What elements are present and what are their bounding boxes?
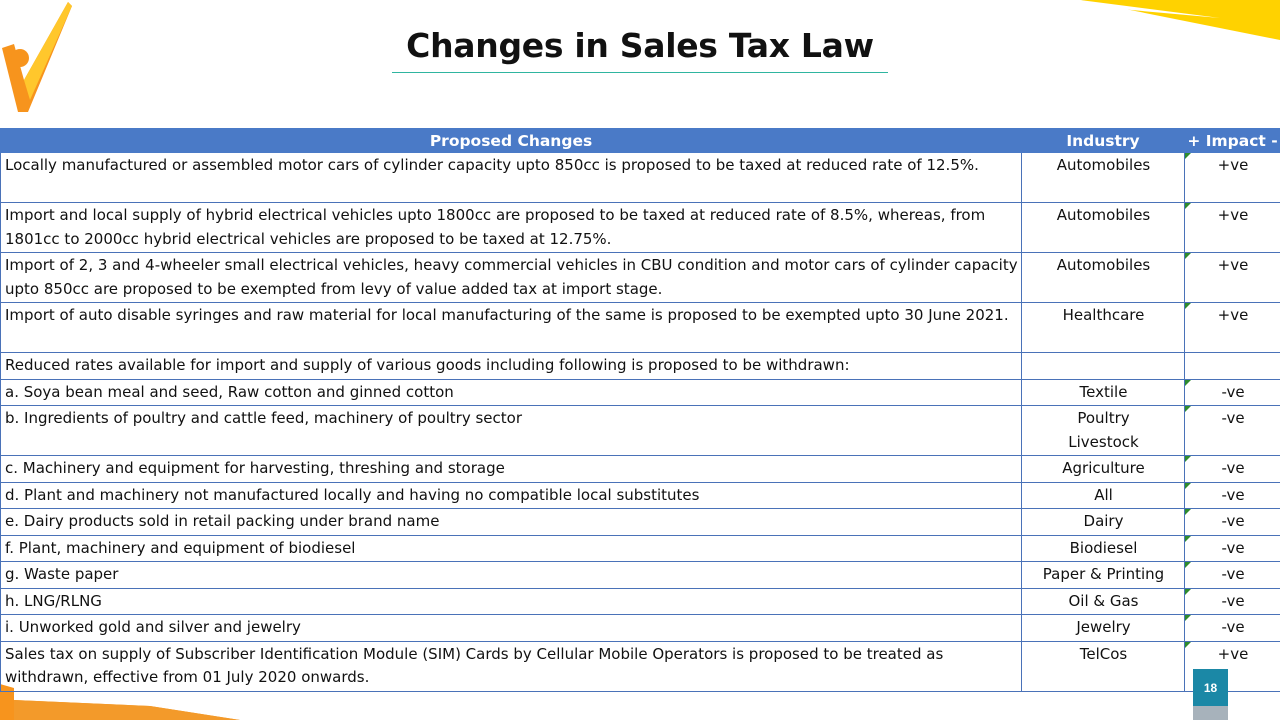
- sales-tax-changes-table: [0, 128, 1280, 692]
- table-row: [1, 456, 1280, 483]
- industry-cell: Biodiesel: [1022, 535, 1185, 562]
- title-underline: [392, 72, 888, 73]
- change-cell: a. Soya bean meal and seed, Raw cotton and ginned cotton: [1, 379, 1022, 406]
- industry-cell: [1022, 406, 1185, 456]
- change-cell: h. LNG/RLNG: [1, 588, 1022, 615]
- table-row: [1, 535, 1280, 562]
- impact-cell: +ve: [1185, 203, 1280, 253]
- page-number-bar: [1193, 706, 1228, 720]
- impact-cell: -ve: [1185, 456, 1280, 483]
- impact-cell: -ve: [1185, 588, 1280, 615]
- table-header-row: [1, 129, 1280, 153]
- table-row: [1, 379, 1280, 406]
- change-cell: Sales tax on supply of Subscriber Identification Module (SIM) Cards by Cellular Mobile Operators is proposed to be treated as withdrawn, effective from 01 July 2020 onwards.: [1, 641, 1022, 691]
- page-title: Changes in Sales Tax Law: [406, 26, 874, 65]
- table-row: [1, 588, 1280, 615]
- table-row: [1, 615, 1280, 642]
- impact-cell: -ve: [1185, 509, 1280, 536]
- industry-cell: Paper & Printing: [1022, 562, 1185, 589]
- change-cell: Import of 2, 3 and 4-wheeler small electrical vehicles, heavy commercial vehicles in CBU condition and motor cars of cylinder capacity upto 850cc are proposed to be exempted from levy of value added tax at import stage.: [1, 253, 1022, 303]
- impact-cell: +ve: [1185, 303, 1280, 353]
- impact-cell: +ve: [1185, 641, 1280, 691]
- table-row: [1, 641, 1280, 691]
- change-cell: Import and local supply of hybrid electrical vehicles upto 1800cc are proposed to be taxed at reduced rate of 8.5%, whereas, from 1801cc to 2000cc hybrid electrical vehicles are proposed to be taxed at 12.75%.: [1, 203, 1022, 253]
- table-row: [1, 303, 1280, 353]
- table-row: [1, 253, 1280, 303]
- impact-cell: [1185, 353, 1280, 380]
- change-cell: Reduced rates available for import and supply of various goods including following is proposed to be withdrawn:: [1, 353, 1022, 380]
- industry-cell: Automobiles: [1022, 253, 1185, 303]
- industry-cell: [1022, 353, 1185, 380]
- header-proposed-changes: Proposed Changes: [1, 129, 1022, 153]
- change-cell: e. Dairy products sold in retail packing under brand name: [1, 509, 1022, 536]
- impact-cell: -ve: [1185, 615, 1280, 642]
- industry-cell: Textile: [1022, 379, 1185, 406]
- table-row: [1, 153, 1280, 203]
- change-cell: c. Machinery and equipment for harvesting, threshing and storage: [1, 456, 1022, 483]
- header-industry: Industry: [1022, 129, 1185, 153]
- impact-cell: -ve: [1185, 482, 1280, 509]
- impact-cell: -ve: [1185, 562, 1280, 589]
- page-number: 18: [1193, 669, 1228, 706]
- industry-cell: Automobiles: [1022, 203, 1185, 253]
- impact-cell: -ve: [1185, 379, 1280, 406]
- table-row: [1, 562, 1280, 589]
- impact-cell: -ve: [1185, 535, 1280, 562]
- change-cell: f. Plant, machinery and equipment of biodiesel: [1, 535, 1022, 562]
- industry-line: Livestock: [1068, 432, 1139, 451]
- header-impact: + Impact -: [1185, 129, 1280, 153]
- industry-cell: Automobiles: [1022, 153, 1185, 203]
- industry-cell: Healthcare: [1022, 303, 1185, 353]
- industry-cell: All: [1022, 482, 1185, 509]
- impact-cell: +ve: [1185, 153, 1280, 203]
- table-row: [1, 353, 1280, 380]
- table-row: [1, 406, 1280, 456]
- industry-cell: Dairy: [1022, 509, 1185, 536]
- change-cell: b. Ingredients of poultry and cattle feed, machinery of poultry sector: [1, 406, 1022, 456]
- change-cell: i. Unworked gold and silver and jewelry: [1, 615, 1022, 642]
- change-cell: Import of auto disable syringes and raw material for local manufacturing of the same is proposed to be exempted upto 30 June 2021.: [1, 303, 1022, 353]
- change-cell: Locally manufactured or assembled motor cars of cylinder capacity upto 850cc is proposed to be taxed at reduced rate of 12.5%.: [1, 153, 1022, 203]
- impact-cell: +ve: [1185, 253, 1280, 303]
- change-cell: g. Waste paper: [1, 562, 1022, 589]
- change-cell: d. Plant and machinery not manufactured locally and having no compatible local substitutes: [1, 482, 1022, 509]
- industry-cell: Agriculture: [1022, 456, 1185, 483]
- impact-cell: -ve: [1185, 406, 1280, 456]
- industry-line: Poultry: [1077, 409, 1130, 427]
- table-row: [1, 509, 1280, 536]
- industry-cell: Oil & Gas: [1022, 588, 1185, 615]
- industry-cell: TelCos: [1022, 641, 1185, 691]
- table-row: [1, 203, 1280, 253]
- table-row: [1, 482, 1280, 509]
- industry-cell: Jewelry: [1022, 615, 1185, 642]
